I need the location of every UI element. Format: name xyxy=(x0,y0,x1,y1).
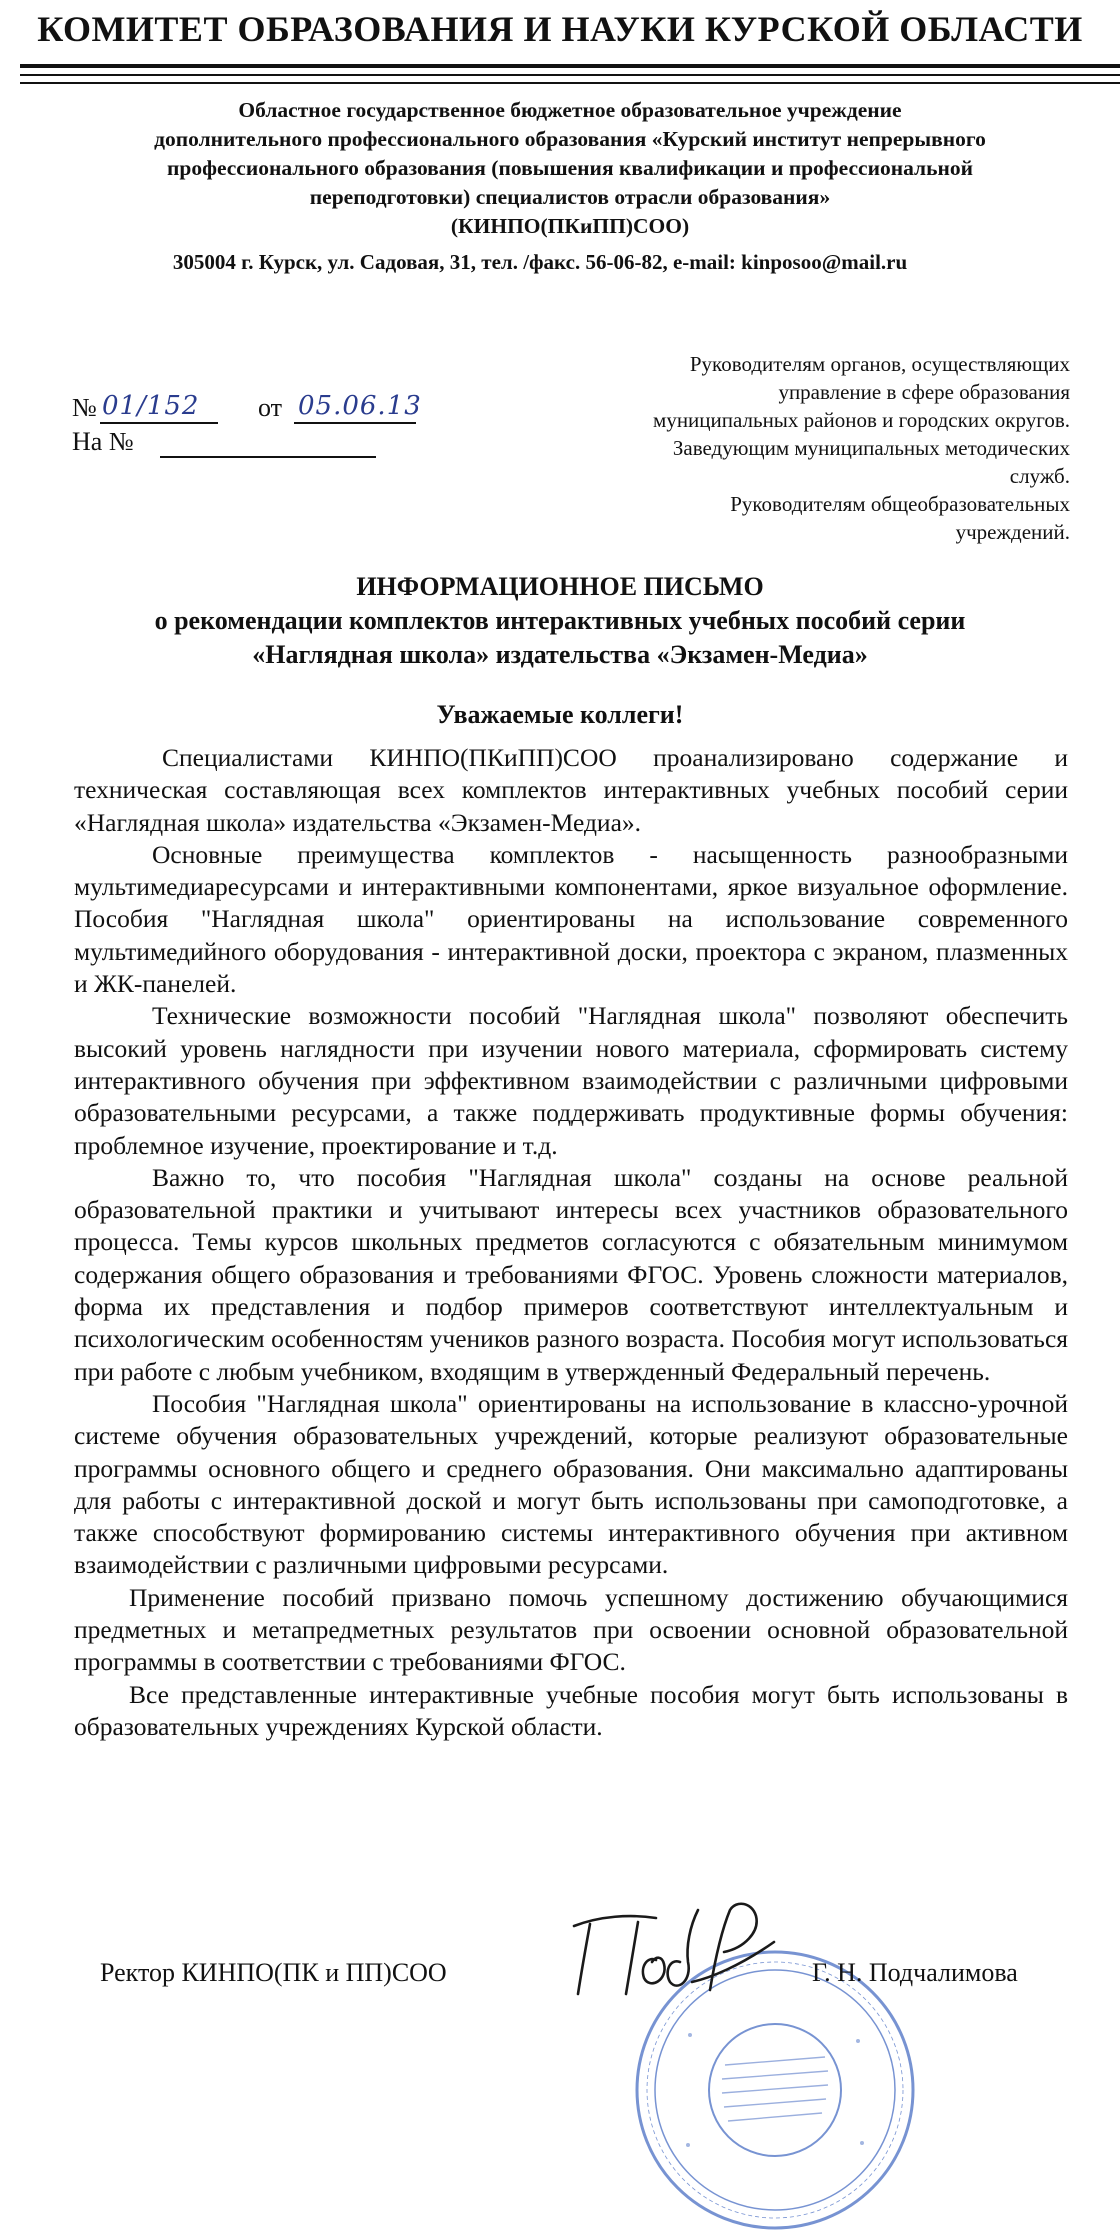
org-line: дополнительного профессионального образования «Курский институт непрерывного xyxy=(154,127,986,151)
paragraph: Технические возможности пособий "Наглядная школа" позволяют обеспечить высокий уровень наглядности при изучении нового материала, сформировать систему интерактивного обучения при эффективном взаимодействии с различными цифровыми образовательными ресурсами, а также поддерживать продуктивные формы обучения: проблемное изучение, проектирование и т.д. xyxy=(74,1001,1068,1160)
number-label: № xyxy=(72,393,97,422)
subtitle-line: о рекомендации комплектов интерактивных учебных пособий серии xyxy=(154,606,966,635)
paragraph: Важно то, что пособия "Наглядная школа" созданы на основе реальной образовательной практики и учитывают интересы всех участников образовательного процесса. Темы курсов школьных предметов согласуются с обязательным минимумом содержания общего образования и требованиями ФГОС. Уровень сложности материалов, форма их представления и подбор примеров соответствуют интеллектуальным и психологическим особенностям учеников разного возраста. Пособия могут использоваться при работе с любым учебником, входящим в утвержденный Федеральный перечень. xyxy=(74,1162,1068,1386)
paragraph: Применение пособий призвано помочь успешному достижению обучающимися предметных и метапредметных результатов при освоении основной образовательной программы в соответствии с требованиями ФГОС. xyxy=(74,1582,1068,1677)
recipient-line: муниципальных районов и городских округов. xyxy=(653,408,1070,432)
org-line: профессионального образования (повышения квалификации и профессиональной xyxy=(166,156,973,180)
organization-name xyxy=(40,96,1100,241)
reply-underline xyxy=(160,456,376,458)
org-abbreviation: (КИНПО(ПКиПП)СОО) xyxy=(450,214,690,238)
date-label: от xyxy=(258,393,283,422)
paragraph: Пособия "Наглядная школа" ориентированы на использование в классно-урочной системе обучения образовательных учреждений, которые реализуют образовательные программы основного общего и среднего образования. Они максимально адаптированы для работы с интерактивной доской и могут быть использованы при самоподготовке, а также способствуют формированию системы интерактивного обучения при активном взаимодействии с различными цифровыми ресурсами. xyxy=(74,1388,1068,1580)
header-rule-thick xyxy=(20,64,1120,68)
letter-title xyxy=(0,570,1120,672)
org-line: Областное государственное бюджетное образовательное учреждение xyxy=(238,98,902,122)
organization-address: 305004 г. Курск, ул. Садовая, 31, тел. /факс. 56-06-82, e-mail: kinposoo@mail.ru xyxy=(172,250,908,274)
signatory-name: Г. Н. Подчалимова xyxy=(812,1958,1018,1987)
paragraph: Все представленные интерактивные учебные пособия могут быть использованы в образовательных учреждениях Курской области. xyxy=(74,1679,1068,1741)
subtitle-line: «Наглядная школа» издательства «Экзамен-Медиа» xyxy=(252,640,868,669)
recipient-line: Руководителям органов, осуществляющих xyxy=(689,352,1070,376)
signatory-position: Ректор КИНПО(ПК и ПП)СОО xyxy=(100,1958,447,1987)
paragraph: Специалистами КИНПО(ПКиПП)СОО проанализировано содержание и техническая составляющая всех комплектов интерактивных учебных пособий серии «Наглядная школа» издательства «Экзамен-Медиа». xyxy=(74,743,1068,837)
recipient-line: учреждений. xyxy=(955,520,1070,544)
title-line: ИНФОРМАЦИОННОЕ ПИСЬМО xyxy=(356,572,764,601)
recipient-line: управление в сфере образования xyxy=(778,380,1070,404)
handwritten-signature xyxy=(560,1896,790,2006)
greeting: Уважаемые коллеги! xyxy=(436,700,684,729)
handwritten-date: 05.06.13 xyxy=(298,391,422,421)
reply-label: На № xyxy=(72,427,134,456)
header-rule-thin xyxy=(20,74,1120,76)
org-line: переподготовки) специалистов отрасли образования» xyxy=(309,185,831,209)
recipient-line: Заведующим муниципальных методических xyxy=(672,436,1070,460)
recipient-line: Руководителям общеобразовательных xyxy=(730,492,1070,516)
paragraph: Основные преимущества комплектов - насыщенность разнообразными мультимедиаресурсами и интерактивными компонентами, яркое визуальное оформление. Пособия "Наглядная школа" ориентированы на использование современного мультимедийного оборудования - интерактивной доски, проектора с экраном, плазменных и ЖК-панелей. xyxy=(74,839,1068,999)
date-underline xyxy=(294,422,416,424)
number-underline xyxy=(100,422,218,424)
recipients-block xyxy=(560,350,1070,546)
header-rule-thin xyxy=(20,82,1120,84)
recipient-line: служб. xyxy=(1009,464,1070,488)
committee-title: КОМИТЕТ ОБРАЗОВАНИЯ И НАУКИ КУРСКОЙ ОБЛАСТИ xyxy=(37,9,1083,49)
letter-body xyxy=(74,742,1068,1743)
handwritten-number: 01/152 xyxy=(102,391,200,421)
